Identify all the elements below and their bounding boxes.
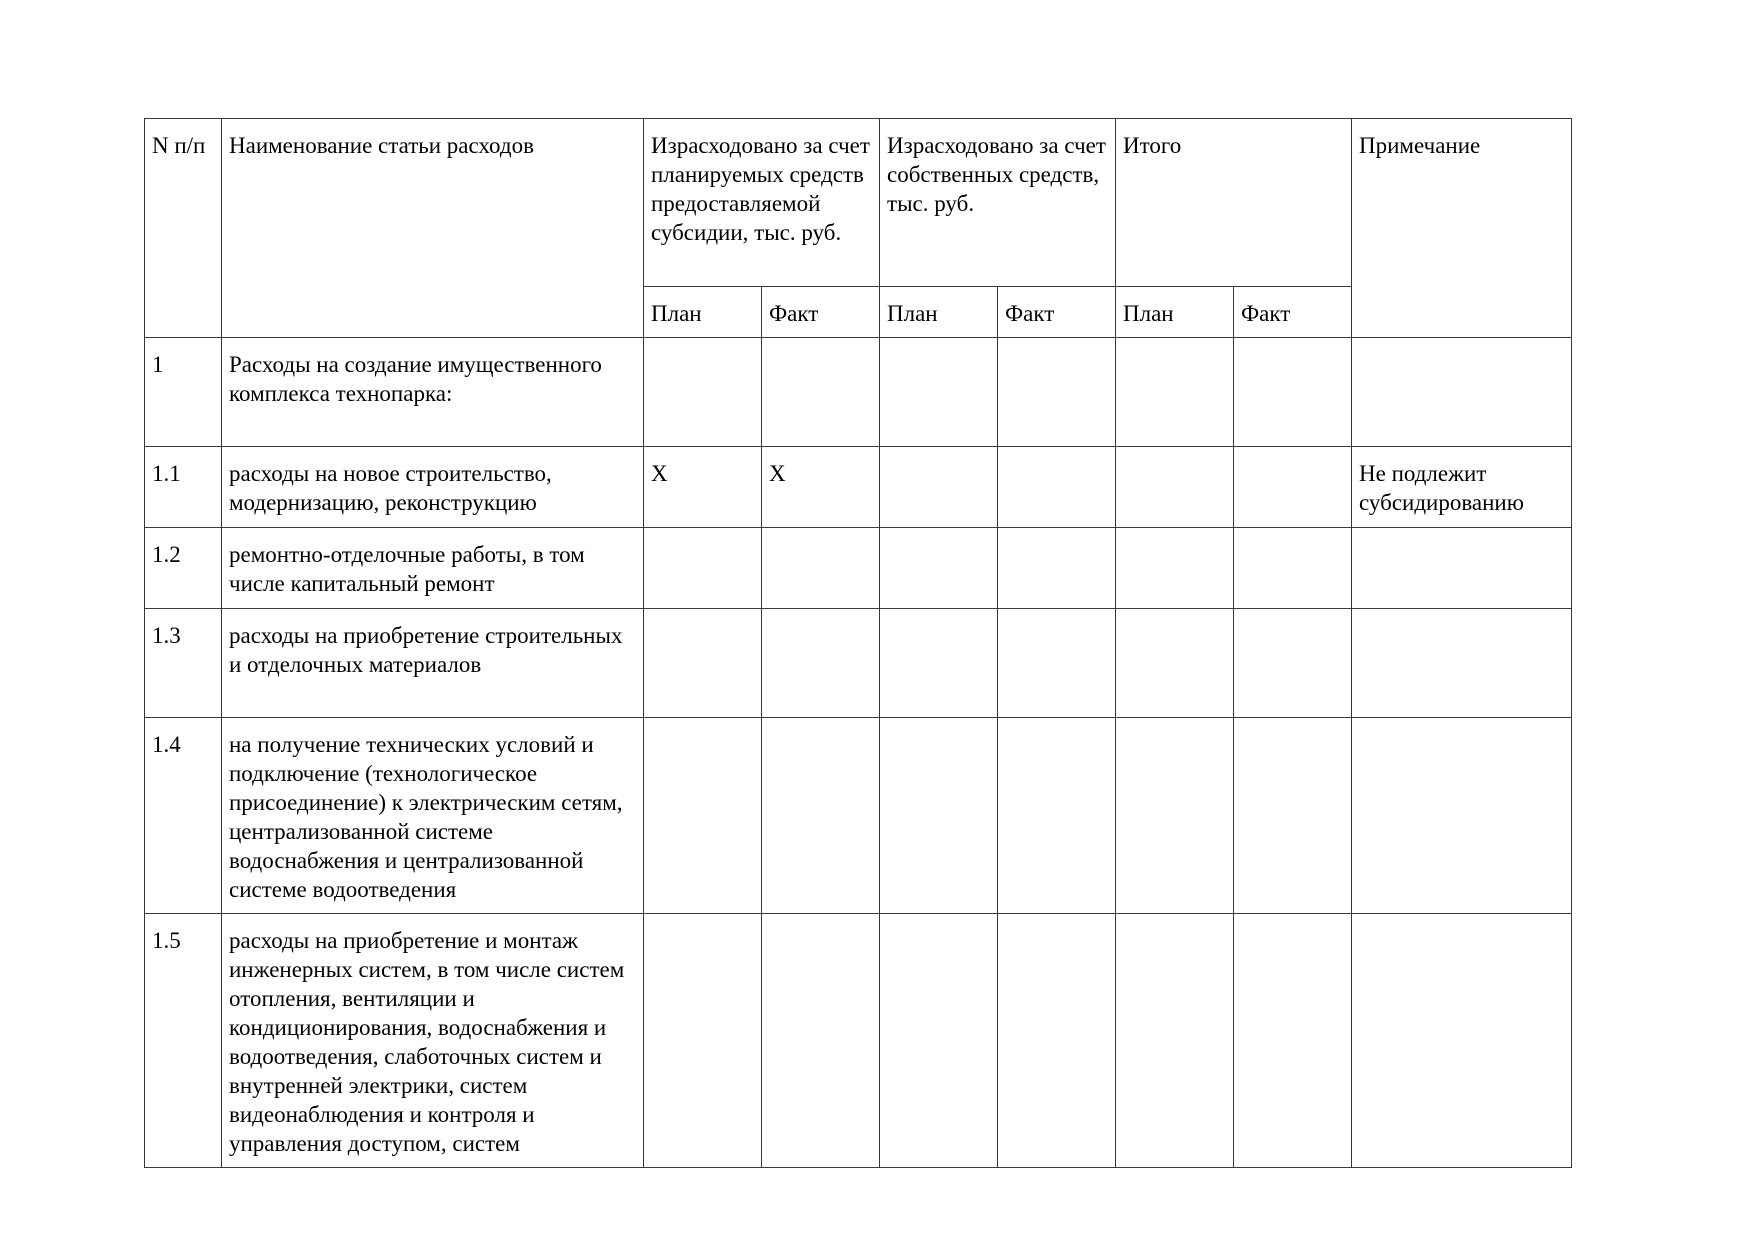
cell-note (1352, 338, 1572, 447)
subheader-plan: План (1116, 287, 1234, 338)
table-row (145, 718, 1572, 914)
cell-subsidy-fact (762, 338, 880, 447)
cell-subsidy-plan (644, 528, 762, 609)
header-note: Примечание (1352, 119, 1572, 338)
cell-total-fact (1234, 447, 1352, 528)
header-num: N п/п (145, 119, 222, 338)
cell-own-fact (998, 914, 1116, 1168)
cell-subsidy-fact (762, 718, 880, 914)
cell-subsidy-fact (762, 528, 880, 609)
header-name: Наименование статьи расходов (222, 119, 644, 338)
table-row (145, 447, 1572, 528)
cell-subsidy-plan (644, 718, 762, 914)
header-total: Итого (1116, 119, 1352, 287)
subheader-plan: План (644, 287, 762, 338)
row-name: ремонтно-отделочные работы, в том числе капитальный ремонт (222, 528, 644, 609)
expense-report-table (144, 118, 1572, 1168)
subheader-plan: План (880, 287, 998, 338)
row-name: на получение технических условий и подключение (технологическое присоединение) к электрическим сетям, централизованной системе водоснабжения и централизованной системе водоотведения (222, 718, 644, 914)
row-name: Расходы на создание имущественного комплекса технопарка: (222, 338, 644, 447)
cell-subsidy-plan: X (644, 447, 762, 528)
table-row (145, 914, 1572, 1168)
cell-total-fact (1234, 718, 1352, 914)
cell-total-plan (1116, 609, 1234, 718)
cell-own-fact (998, 338, 1116, 447)
cell-own-fact (998, 447, 1116, 528)
subheader-fact: Факт (1234, 287, 1352, 338)
cell-own-fact (998, 528, 1116, 609)
cell-total-plan (1116, 528, 1234, 609)
cell-subsidy-plan (644, 609, 762, 718)
cell-total-plan (1116, 914, 1234, 1168)
cell-subsidy-plan (644, 338, 762, 447)
header-own: Израсходовано за счет собственных средств, тыс. руб. (880, 119, 1116, 287)
subheader-fact: Факт (762, 287, 880, 338)
cell-own-plan (880, 447, 998, 528)
cell-own-plan (880, 914, 998, 1168)
cell-own-plan (880, 528, 998, 609)
cell-note (1352, 914, 1572, 1168)
table-row (145, 338, 1572, 447)
cell-subsidy-fact (762, 609, 880, 718)
cell-note: Не подлежит субсидированию (1352, 447, 1572, 528)
row-number: 1 (145, 338, 222, 447)
cell-total-fact (1234, 338, 1352, 447)
cell-total-plan (1116, 447, 1234, 528)
row-name: расходы на приобретение строительных и отделочных материалов (222, 609, 644, 718)
cell-total-fact (1234, 914, 1352, 1168)
cell-subsidy-fact (762, 914, 880, 1168)
row-name: расходы на приобретение и монтаж инженерных систем, в том числе систем отопления, вентиляции и кондиционирования, водоснабжения и водоотведения, слаботочных систем и внутренней электрики, систем видеонаблюдения и контроля и управления доступом, систем (222, 914, 644, 1168)
row-number: 1.3 (145, 609, 222, 718)
header-row (145, 119, 1572, 287)
cell-subsidy-fact: X (762, 447, 880, 528)
subheader-fact: Факт (998, 287, 1116, 338)
row-number: 1.5 (145, 914, 222, 1168)
cell-own-plan (880, 609, 998, 718)
row-number: 1.1 (145, 447, 222, 528)
row-number: 1.2 (145, 528, 222, 609)
cell-own-plan (880, 338, 998, 447)
cell-note (1352, 718, 1572, 914)
cell-total-plan (1116, 338, 1234, 447)
row-number: 1.4 (145, 718, 222, 914)
cell-total-plan (1116, 718, 1234, 914)
header-subsidy: Израсходовано за счет планируемых средств предоставляемой субсидии, тыс. руб. (644, 119, 880, 287)
cell-own-fact (998, 718, 1116, 914)
cell-note (1352, 528, 1572, 609)
table-row (145, 528, 1572, 609)
row-name: расходы на новое строительство, модернизацию, реконструкцию (222, 447, 644, 528)
cell-total-fact (1234, 609, 1352, 718)
table-row (145, 609, 1572, 718)
cell-own-plan (880, 718, 998, 914)
cell-subsidy-plan (644, 914, 762, 1168)
cell-total-fact (1234, 528, 1352, 609)
cell-own-fact (998, 609, 1116, 718)
cell-note (1352, 609, 1572, 718)
